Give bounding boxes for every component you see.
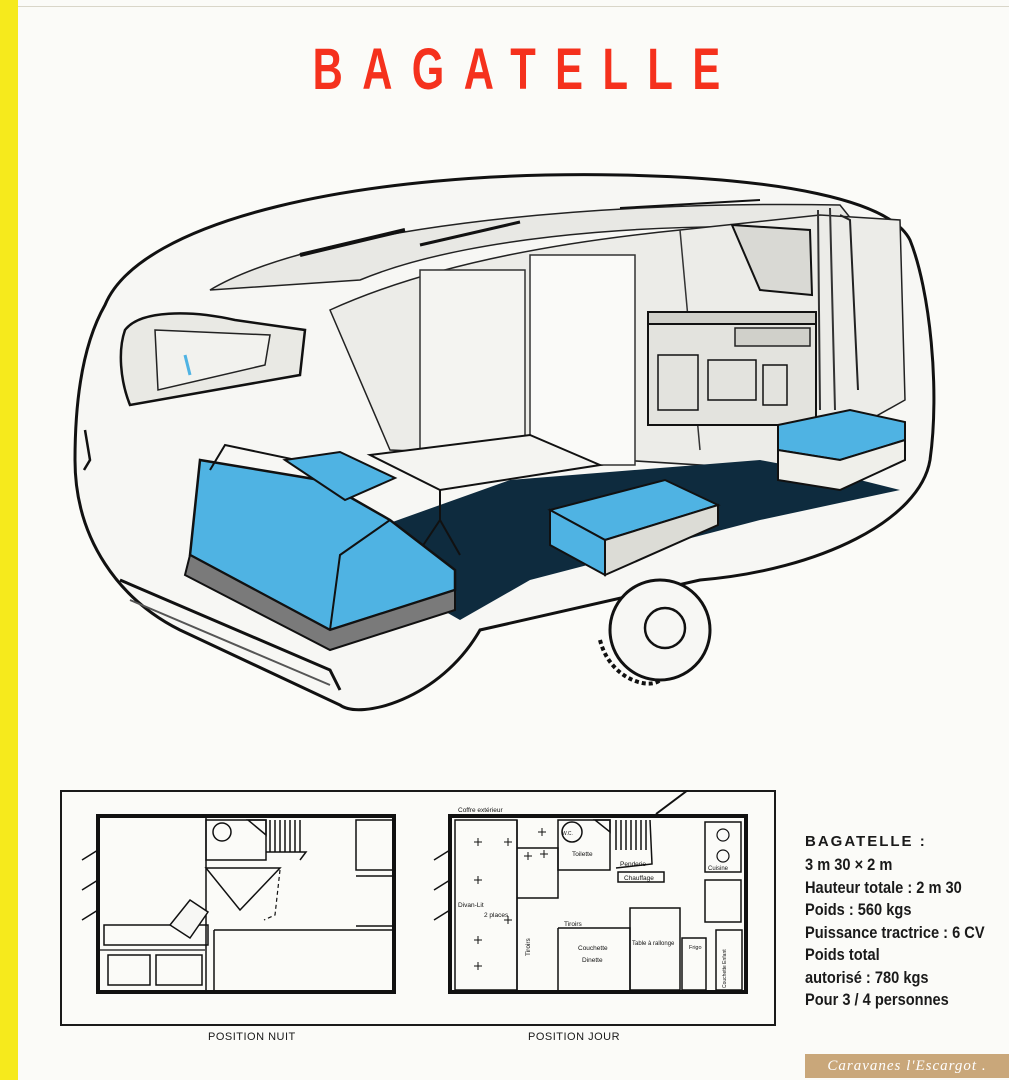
caption-position-jour: POSITION JOUR (528, 1031, 621, 1043)
spec-authorised: autorisé : 780 kgs (805, 967, 929, 987)
spec-height: Hauteur totale : 2 m 30 (805, 877, 962, 897)
spec-persons: Pour 3 / 4 personnes (805, 990, 949, 1009)
label-dinette: Dinette (582, 957, 603, 964)
page-title: BAGATELLE (312, 37, 740, 102)
specs-block (805, 833, 1005, 1012)
spec-total-weight: Poids total (805, 945, 880, 964)
spec-dimensions: 3 m 30 × 2 m (805, 855, 893, 874)
label-frigo: Frigo (689, 945, 702, 951)
day-plan (434, 790, 746, 992)
top-rule (18, 6, 1009, 7)
night-plan (82, 816, 394, 992)
label-table: Table à rallonge (632, 941, 675, 947)
label-places: 2 places (484, 912, 509, 919)
label-coffre: Coffre extérieur (458, 807, 503, 814)
label-wc: W.C. (562, 831, 573, 837)
watermark: Caravanes l'Escargot . (805, 1054, 1009, 1078)
label-toilette: Toilette (572, 851, 593, 858)
wheel (610, 580, 710, 680)
spec-weight: Poids : 560 kgs (805, 900, 912, 919)
label-penderie: Penderie (620, 861, 647, 868)
floor-plans (60, 790, 776, 1026)
yellow-side-band (0, 0, 18, 1080)
specs-heading: BAGATELLE : (805, 833, 927, 850)
label-tiroirs: Tiroirs (564, 921, 582, 928)
spec-power: Puissance tractrice : 6 CV (805, 922, 985, 942)
label-tiroirs-vertical: Tiroirs (525, 938, 532, 956)
label-couchette-enfant: Couchette Enfant (722, 949, 728, 988)
label-couchette: Couchette (578, 945, 608, 952)
label-chauffage: Chauffage (624, 875, 654, 882)
label-divan: Divan-Lit (458, 902, 484, 909)
label-cuisine: Cuisine (708, 866, 729, 872)
caption-position-nuit: POSITION NUIT (208, 1031, 296, 1043)
caravan-cutaway-illustration (60, 160, 960, 720)
